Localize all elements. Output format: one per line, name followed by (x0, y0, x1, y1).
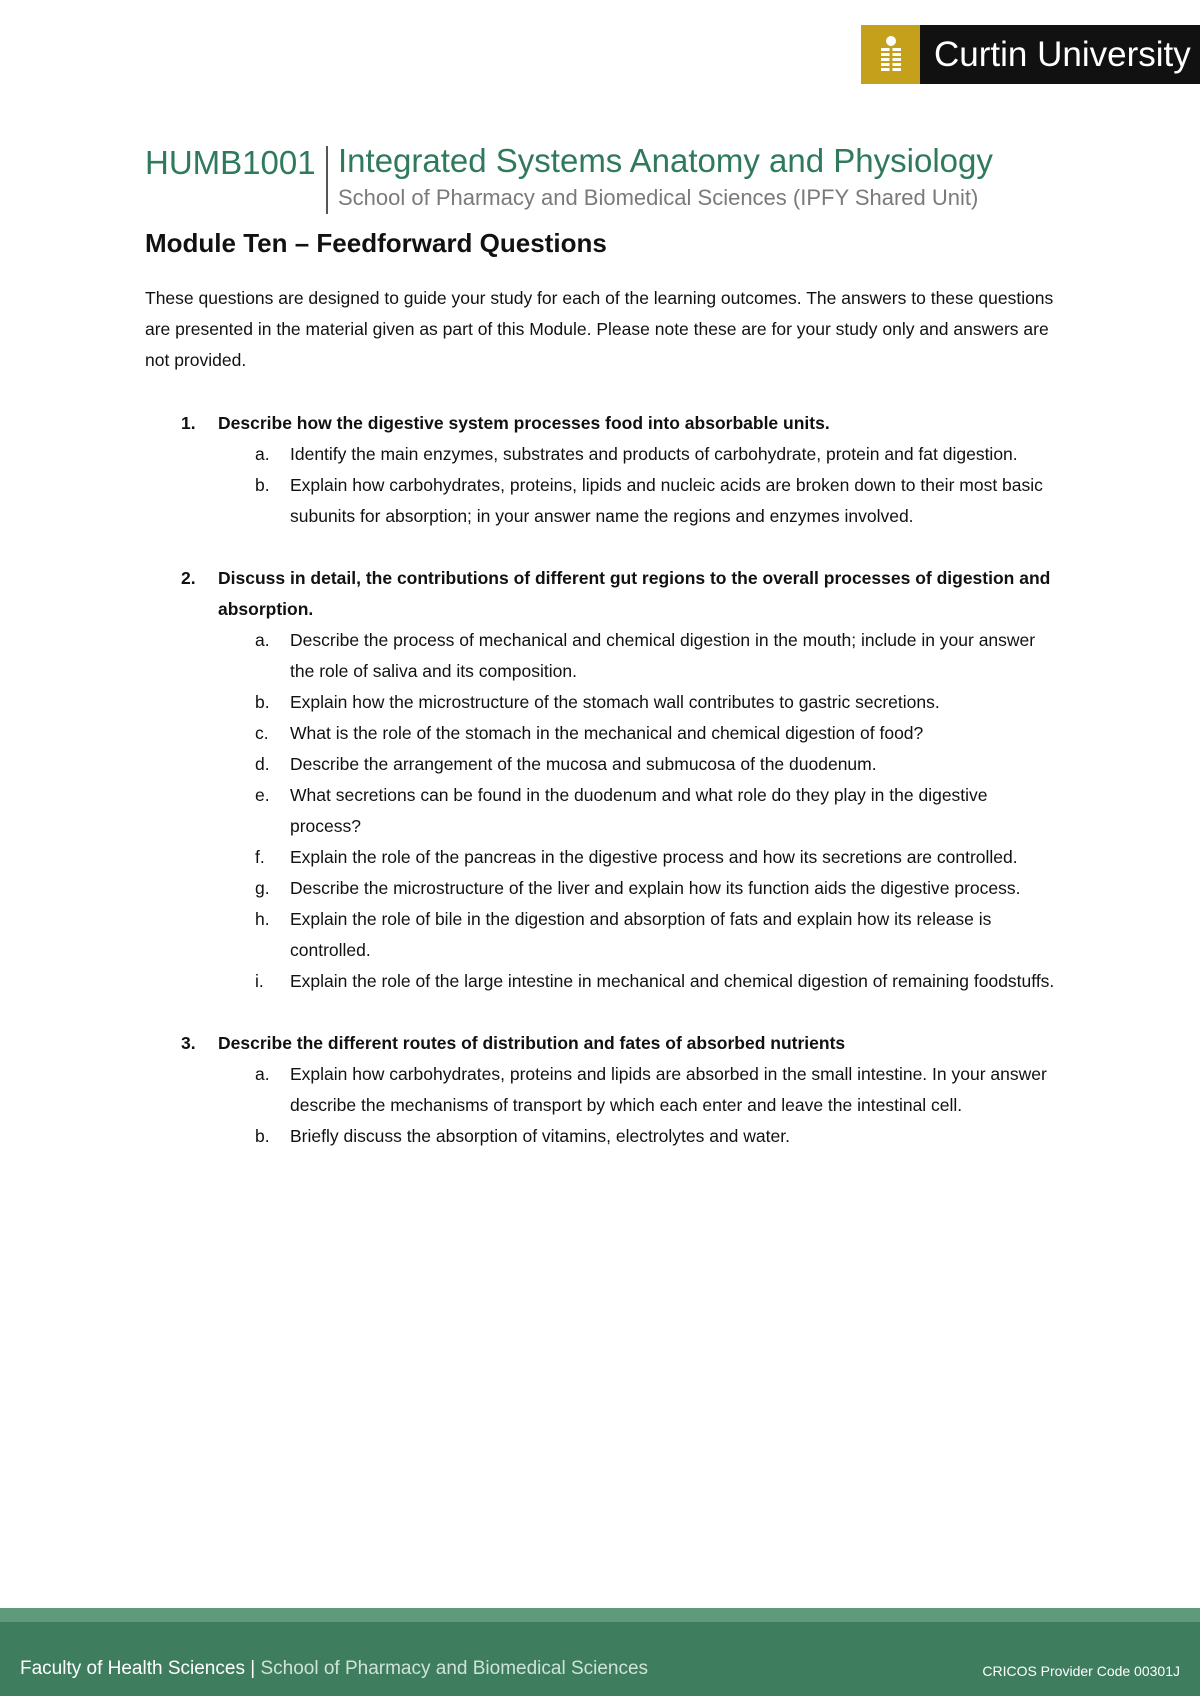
sub-question (145, 718, 1057, 749)
question-text: Describe how the digestive system processes food into absorbable units. (218, 413, 830, 433)
sub-question-letter: c. (255, 723, 269, 743)
sub-question-text: Explain how carbohydrates, proteins, lipids and nucleic acids are broken down to their most basic subunits for absorption; in your answer name the regions and enzymes involved. (290, 475, 1043, 526)
question-list (145, 408, 1057, 1183)
sub-question-text: Explain the role of bile in the digestion and absorption of fats and explain how its release is controlled. (290, 909, 992, 960)
sub-question-text: What secretions can be found in the duodenum and what role do they play in the digestive process? (290, 785, 988, 836)
sub-question-list (145, 439, 1057, 532)
header-divider (326, 146, 328, 214)
sub-question (145, 470, 1057, 532)
sub-question-list (145, 1059, 1057, 1152)
unit-title: Integrated Systems Anatomy and Physiology (338, 142, 993, 179)
sub-question-list (145, 625, 1057, 997)
sub-question-text: Describe the process of mechanical and chemical digestion in the mouth; include in your answer the role of saliva and its composition. (290, 630, 1036, 681)
footer-faculty: Faculty of Health Sciences (20, 1658, 245, 1679)
sub-question-letter: a. (255, 444, 270, 464)
sub-question (145, 625, 1057, 687)
question-number: 2. (181, 568, 196, 588)
footer-school: School of Pharmacy and Biomedical Sciences (260, 1658, 649, 1679)
sub-question-text: Describe the microstructure of the liver and explain how its function aids the digestive process. (290, 878, 1021, 898)
sub-question-text: Explain the role of the large intestine in mechanical and chemical digestion of remaining foodstuffs. (290, 971, 1055, 991)
sub-question-letter: b. (255, 692, 270, 712)
sub-question-letter: i. (255, 971, 264, 991)
question-item (145, 563, 1057, 997)
question-item (145, 1028, 1057, 1152)
footer-separator: | (244, 1658, 261, 1679)
curtin-crest-icon (861, 25, 920, 84)
cricos-code: CRICOS Provider Code 00301J (982, 1663, 1180, 1679)
question-number: 3. (181, 1033, 196, 1053)
sub-question-letter: a. (255, 1064, 270, 1084)
sub-question-text: Identify the main enzymes, substrates and products of carbohydrate, protein and fat digestion. (290, 444, 1018, 464)
sub-question-text: Explain how carbohydrates, proteins and lipids are absorbed in the small intestine. In your answer describe the mechanisms of transport by which each enter and leave the intestinal cell. (290, 1064, 1047, 1115)
sub-question-letter: a. (255, 630, 270, 650)
sub-question-text: Explain how the microstructure of the stomach wall contributes to gastric secretions. (290, 692, 940, 712)
sub-question-letter: g. (255, 878, 270, 898)
sub-question-text: Describe the arrangement of the mucosa and submucosa of the duodenum. (290, 754, 877, 774)
sub-question-letter: b. (255, 475, 270, 495)
question-item (145, 408, 1057, 532)
sub-question (145, 904, 1057, 966)
unit-school: School of Pharmacy and Biomedical Sciences (IPFY Shared Unit) (338, 185, 979, 210)
sub-question (145, 439, 1057, 470)
sub-question (145, 966, 1057, 997)
sub-question-letter: e. (255, 785, 270, 805)
sub-question-text: Explain the role of the pancreas in the digestive process and how its secretions are controlled. (290, 847, 1018, 867)
question-text: Discuss in detail, the contributions of different gut regions to the overall processes of digestion and absorption. (218, 568, 1051, 619)
unit-header (145, 140, 1070, 216)
document-title: Module Ten – Feedforward Questions (145, 228, 607, 258)
sub-question (145, 749, 1057, 780)
sub-question-letter: d. (255, 754, 270, 774)
sub-question (145, 687, 1057, 718)
sub-question-text: Briefly discuss the absorption of vitamins, electrolytes and water. (290, 1126, 790, 1146)
sub-question-letter: h. (255, 909, 270, 929)
sub-question (145, 1121, 1057, 1152)
logo-wordmark: Curtin University (920, 25, 1200, 84)
sub-question (145, 1059, 1057, 1121)
curtin-logo (861, 25, 1200, 84)
question-text: Describe the different routes of distribution and fates of absorbed nutrients (218, 1033, 846, 1053)
page-footer (0, 1608, 1200, 1696)
unit-code: HUMB1001 (145, 144, 316, 181)
sub-question (145, 842, 1057, 873)
sub-question (145, 873, 1057, 904)
sub-question-text: What is the role of the stomach in the mechanical and chemical digestion of food? (290, 723, 924, 743)
intro-paragraph: These questions are designed to guide your study for each of the learning outcomes. The answers to these questions are presented in the material given as part of this Module. Please note these are for your study only and answers are not provided. (145, 288, 1054, 370)
footer-faculty-line (20, 1658, 648, 1680)
question-number: 1. (181, 413, 196, 433)
footer-band (0, 1608, 1200, 1622)
sub-question-letter: f. (255, 847, 265, 867)
sub-question-letter: b. (255, 1126, 270, 1146)
sub-question (145, 780, 1057, 842)
